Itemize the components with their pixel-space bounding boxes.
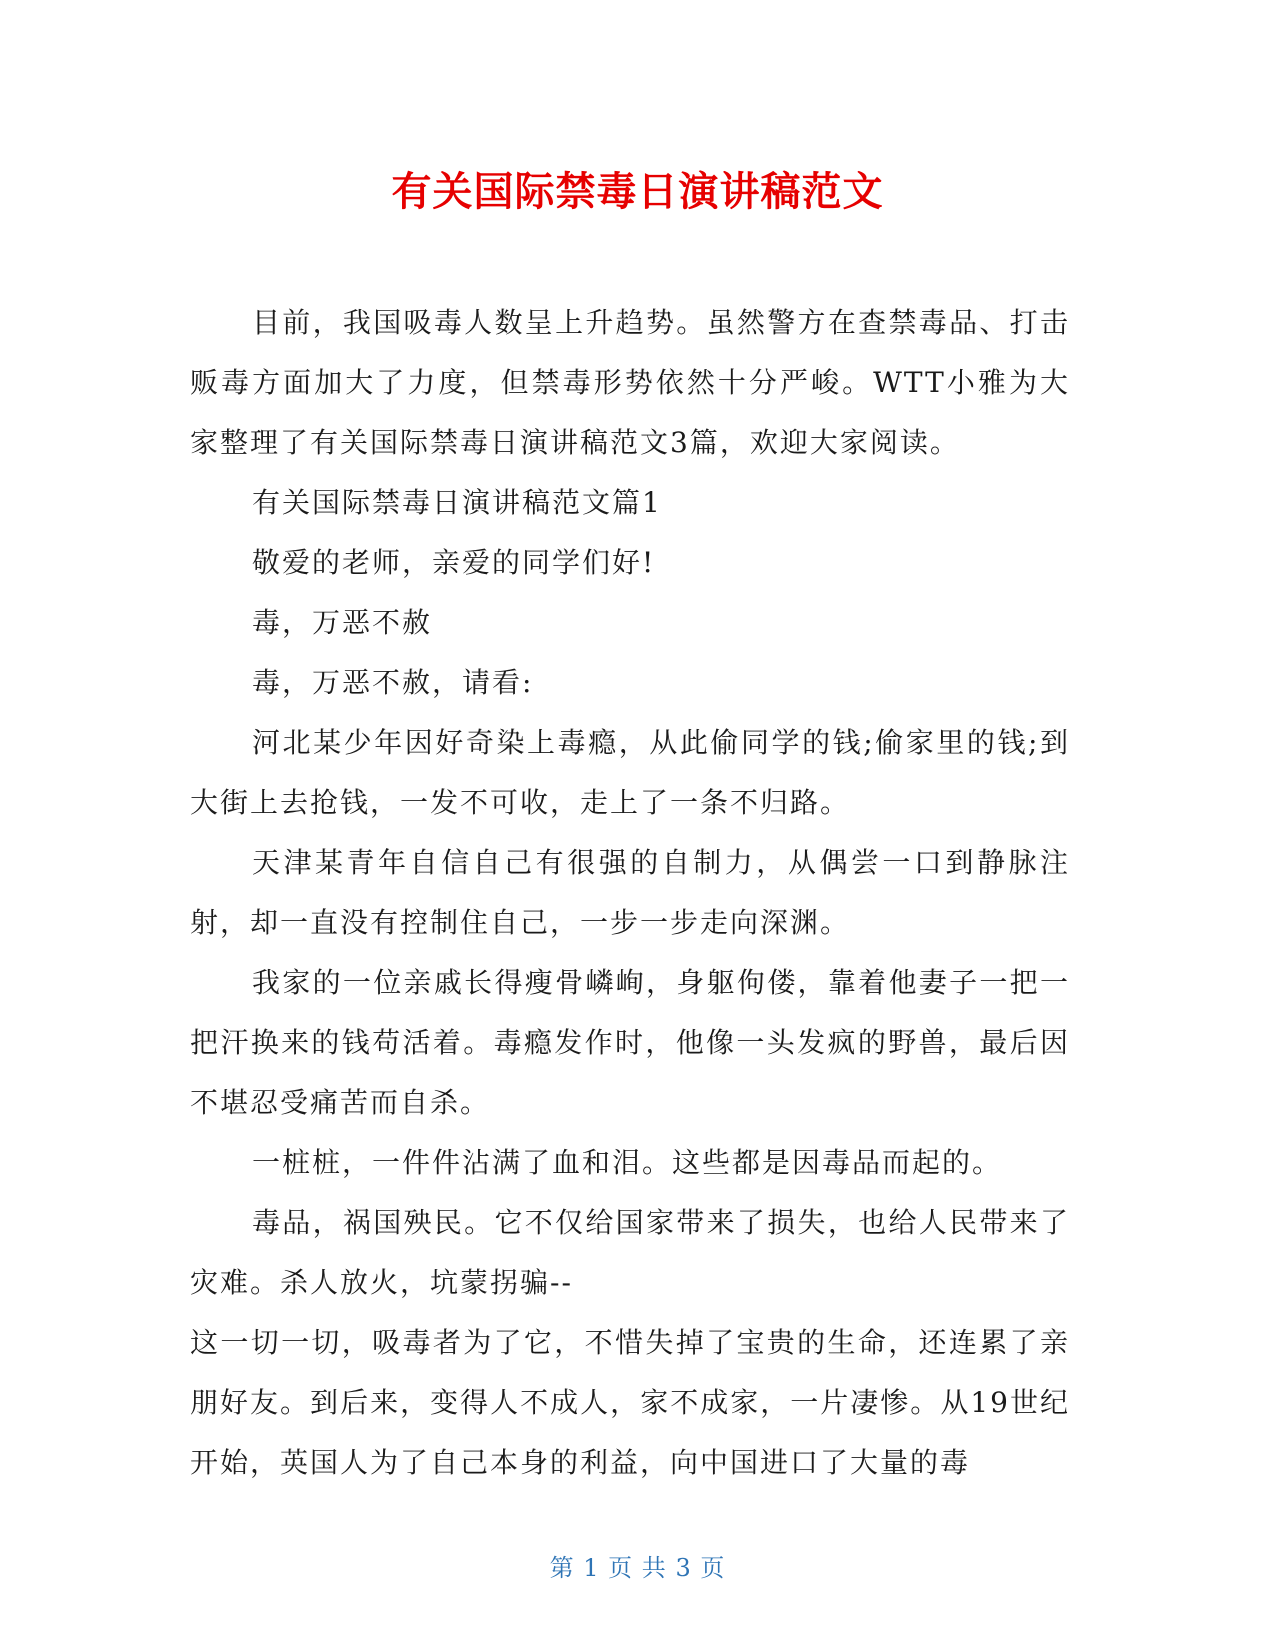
paragraph: 这一切一切，吸毒者为了它，不惜失掉了宝贵的生命，还连累了亲朋好友。到后来，变得人不成人，家不成家，一片凄惨。从19世纪开始，英国人为了自己本身的利益，向中国进口了大量的毒	[190, 1326, 1070, 1479]
document-title: 有关国际禁毒日演讲稿范文	[391, 169, 884, 215]
paragraph: 毒品，祸国殃民。它不仅给国家带来了损失，也给人民带来了灾难。杀人放火，坑蒙拐骗--	[190, 1206, 1070, 1299]
section-heading: 有关国际禁毒日演讲稿范文篇1	[252, 486, 662, 519]
paragraph: 天津某青年自信自己有很强的自制力，从偶尝一口到静脉注射，却一直没有控制住自己，一步一步走向深渊。	[190, 846, 1070, 939]
paragraph: 目前，我国吸毒人数呈上升趋势。虽然警方在查禁毒品、打击贩毒方面加大了力度，但禁毒形势依然十分严峻。WTT小雅为大家整理了有关国际禁毒日演讲稿范文3篇，欢迎大家阅读。	[190, 306, 1070, 459]
document-body	[190, 293, 1070, 1493]
paragraph: 敬爱的老师，亲爱的同学们好!	[252, 546, 656, 579]
paragraph: 一桩桩，一件件沾满了血和泪。这些都是因毒品而起的。	[252, 1146, 1003, 1179]
paragraph: 毒，万恶不赦	[252, 606, 433, 639]
paragraph: 河北某少年因好奇染上毒瘾，从此偷同学的钱;偷家里的钱;到大街上去抢钱，一发不可收，走上了一条不归路。	[190, 726, 1070, 819]
page-number-footer: 第 1 页 共 3 页	[549, 1554, 726, 1582]
paragraph: 毒，万恶不赦，请看:	[252, 666, 534, 699]
paragraph: 我家的一位亲戚长得瘦骨嶙峋，身躯佝偻，靠着他妻子一把一把汗换来的钱苟活着。毒瘾发作时，他像一头发疯的野兽，最后因不堪忍受痛苦而自杀。	[190, 966, 1070, 1119]
